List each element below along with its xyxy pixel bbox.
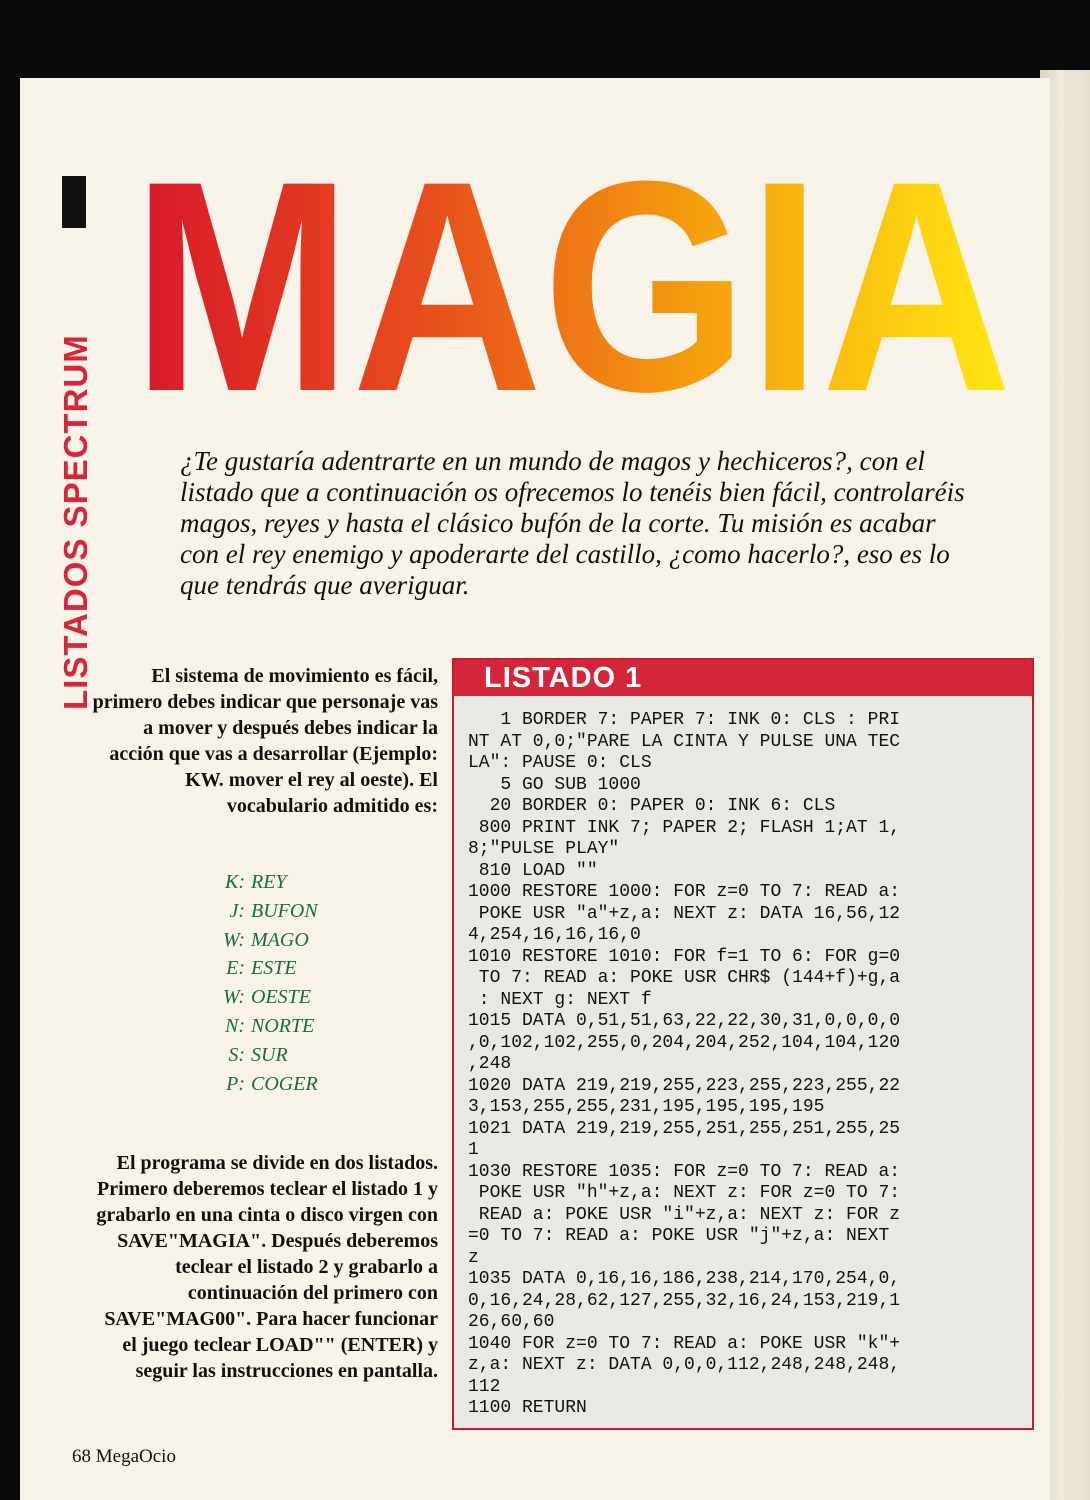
code-line: 112	[468, 1376, 501, 1397]
magazine-page	[20, 78, 1050, 1500]
vocab-key: E:	[226, 957, 245, 980]
code-line: z	[468, 1247, 479, 1268]
vocab-item	[170, 1041, 370, 1070]
section-label: LISTADOS SPECTRUM	[57, 334, 94, 710]
vocab-item	[170, 868, 370, 897]
code-line: TO 7: READ a: POKE USR CHR$ (144+f)+g,a	[468, 968, 901, 988]
vocab-key: N:	[225, 1014, 245, 1037]
code-line: POKE USR "a"+z,a: NEXT z: DATA 16,56,12	[468, 903, 901, 924]
svg-text:MAGIA: MAGIA	[132, 118, 1012, 454]
code-line: POKE USR "h"+z,a: NEXT z: FOR z=0 TO 7:	[468, 1183, 901, 1203]
instructions-paragraph: El sistema de movimiento es fácil, primero debes indicar que personaje vas a mover y después debes indicar la acción que vas a desarrollar (Ejemplo: KW. mover el rey al oeste). El vocabulario admitido es:	[92, 665, 438, 817]
page-footer: 68 MegaOcio	[72, 1446, 176, 1467]
code-line: 1020 DATA 219,219,255,223,255,223,255,22	[468, 1075, 901, 1096]
vocab-item	[170, 983, 370, 1012]
vocab-value: REY	[251, 871, 287, 893]
code-line: 20 BORDER 0: PAPER 0: INK 6: CLS	[468, 796, 836, 816]
code-line: 1 BORDER 7: PAPER 7: INK 0: CLS : PRI	[468, 710, 901, 730]
vocab-key: P:	[226, 1072, 245, 1095]
code-line: z,a: NEXT z: DATA 0,0,0,112,248,248,248,	[468, 1355, 901, 1375]
code-line: 1010 RESTORE 1010: FOR f=1 TO 6: FOR g=0	[468, 946, 901, 967]
intro-paragraph: ¿Te gustaría adentrarte en un mundo de magos y hechiceros?, con el listado que a continuación os ofrecemos lo tenéis bien fácil, controlaréis magos, reyes y hasta el clásico bufón de la corte. Tu misión es acabar con el rey enemigo y apoderarte del castillo, ¿como hacerlo?, eso es lo que tendrás que averiguar.	[180, 446, 965, 600]
code-line: : NEXT g: NEXT f	[468, 989, 652, 1010]
code-line: 1015 DATA 0,51,51,63,22,22,30,31,0,0,0,0	[468, 1011, 901, 1031]
code-line: 810 LOAD ""	[468, 860, 598, 881]
code-line: 0,16,24,28,62,127,255,32,16,24,153,219,1	[468, 1290, 901, 1311]
code-line: 1	[468, 1140, 479, 1160]
code-line: 1035 DATA 0,16,16,186,238,214,170,254,0,	[468, 1269, 901, 1289]
code-line: 1021 DATA 219,219,255,251,255,251,255,25	[468, 1118, 901, 1139]
vocab-key: W:	[222, 928, 245, 951]
code-line: 4,254,16,16,16,0	[468, 925, 641, 945]
code-line: =0 TO 7: READ a: POKE USR "j"+z,a: NEXT	[468, 1226, 890, 1246]
vocab-value: MAGO	[251, 928, 309, 951]
code-line: 1030 RESTORE 1035: FOR z=0 TO 7: READ a:	[468, 1161, 901, 1182]
loading-instructions-paragraph: El programa se divide en dos listados. Primero deberemos teclear el listado 1 y grabarlo en una cinta o disco virgen con SAVE"MAGIA". Después deberemos teclear el listado 2 y grabarlo a continuación del primero con SAVE"MAG00". Para hacer funcionar el juego teclear LOAD"" (ENTER) y seguir las instrucciones en pantalla.	[96, 1152, 438, 1382]
code-line: 1000 RESTORE 1000: FOR z=0 TO 7: READ a:	[468, 882, 901, 902]
vocab-key: K:	[225, 871, 245, 893]
code-line: 1100 RETURN	[468, 1398, 587, 1418]
code-line: 1040 FOR z=0 TO 7: READ a: POKE USR "k"+	[468, 1333, 901, 1354]
listing-code	[454, 696, 1032, 1420]
code-line: 5 GO SUB 1000	[468, 774, 641, 795]
code-line: 26,60,60	[468, 1312, 555, 1332]
vocab-value: OESTE	[251, 986, 311, 1009]
code-line: ,248	[468, 1054, 512, 1074]
vocab-value: COGER	[251, 1072, 318, 1095]
code-line: ,0,102,102,255,0,204,204,252,104,104,120	[468, 1032, 901, 1053]
vocab-item	[170, 1012, 370, 1041]
vocab-item	[170, 897, 370, 926]
code-line: READ a: POKE USR "i"+z,a: NEXT z: FOR z	[468, 1204, 901, 1225]
vocab-key: S:	[228, 1043, 245, 1066]
vocab-key: J:	[229, 899, 245, 922]
vocab-value: BUFON	[251, 899, 318, 922]
vocab-value: NORTE	[251, 1014, 315, 1037]
code-line: LA": PAUSE 0: CLS	[468, 753, 652, 773]
vocab-item	[170, 954, 370, 983]
vocab-value: SUR	[251, 1043, 288, 1066]
vocab-key: W:	[222, 986, 245, 1009]
vocabulary-list	[170, 868, 370, 1098]
vocab-value: ESTE	[251, 957, 297, 980]
listing-header: LISTADO 1	[454, 660, 1032, 696]
vocab-item	[170, 1070, 370, 1099]
code-line: 8;"PULSE PLAY"	[468, 839, 620, 859]
listing-box	[452, 658, 1034, 1430]
code-line: 3,153,255,255,231,195,195,195,195	[468, 1097, 825, 1117]
code-line: NT AT 0,0;"PARE LA CINTA Y PULSE UNA TEC	[468, 731, 901, 752]
code-line: 800 PRINT INK 7; PAPER 2; FLASH 1;AT 1,	[468, 817, 901, 838]
title-magia	[122, 118, 1022, 454]
vocab-item	[170, 926, 370, 955]
